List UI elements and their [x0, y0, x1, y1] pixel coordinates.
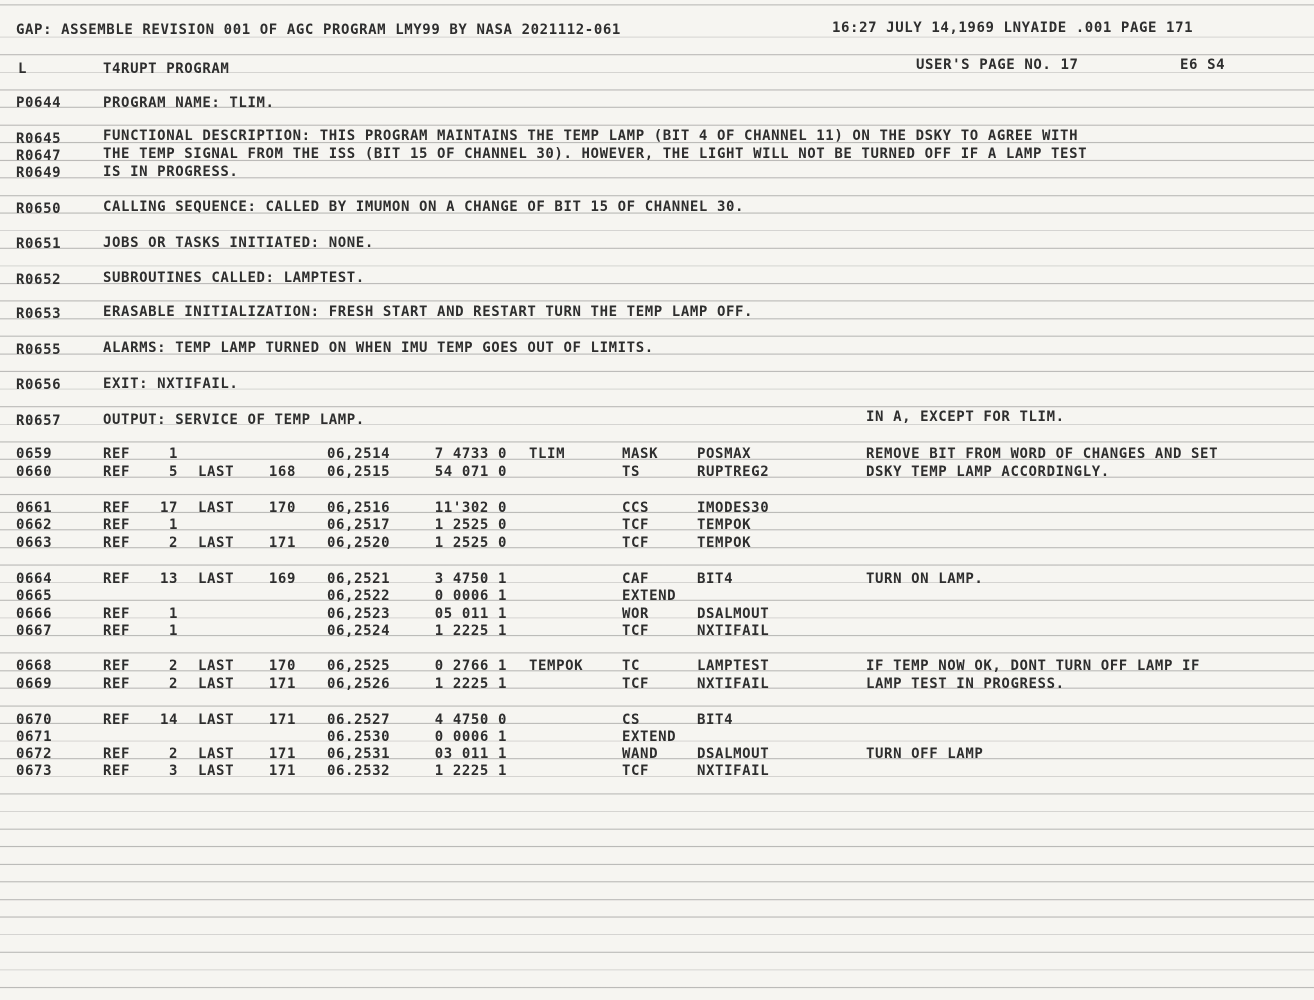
line-number: 0669 [16, 676, 53, 692]
last-number: 171 [268, 763, 296, 779]
ref-count: 17 [159, 500, 178, 516]
functional-description-line: THE TEMP SIGNAL FROM THE ISS (BIT 15 OF CHANNEL 30). HOWEVER, THE LIGHT WILL NOT BE TURNED OFF IF A LAMP TEST [103, 146, 1088, 162]
opcode: TC [622, 658, 641, 674]
line-number: R0655 [16, 342, 62, 358]
last-keyword: LAST [198, 464, 235, 480]
opcode: WAND [622, 746, 659, 762]
memory-address: 06,2525 [327, 658, 391, 674]
line-number: 0670 [16, 712, 53, 728]
octal-word: 05 011 1 [434, 606, 507, 622]
output: OUTPUT: SERVICE OF TEMP LAMP. [103, 412, 365, 428]
last-number: 169 [268, 571, 296, 587]
line-number: R0653 [16, 306, 62, 322]
line-number: 0662 [16, 517, 53, 533]
subroutines-called: SUBROUTINES CALLED: LAMPTEST. [103, 270, 365, 286]
octal-word: 3 4750 1 [434, 571, 507, 587]
memory-address: 06,2522 [327, 588, 391, 604]
output-comment: IN A, EXCEPT FOR TLIM. [866, 409, 1065, 425]
line-number: 0663 [16, 535, 53, 551]
ref-count: 2 [168, 746, 178, 762]
ref-keyword: REF [103, 763, 131, 779]
operand: DSALMOUT [697, 606, 770, 622]
last-number: 170 [268, 500, 296, 516]
octal-word: 0 2766 1 [434, 658, 507, 674]
line-number: 0667 [16, 623, 53, 639]
ref-keyword: REF [103, 517, 131, 533]
memory-address: 06,2516 [327, 500, 391, 516]
ref-keyword: REF [103, 464, 131, 480]
line-number: R0651 [16, 236, 62, 252]
operand: LAMPTEST [697, 658, 770, 674]
ref-keyword: REF [103, 500, 131, 516]
opcode: CS [622, 712, 641, 728]
symbol-label: TLIM [529, 446, 566, 462]
line-number: R0657 [16, 413, 62, 429]
line-number: R0649 [16, 165, 62, 181]
memory-address: 06.2532 [327, 763, 391, 779]
memory-address: 06.2527 [327, 712, 391, 728]
last-number: 168 [268, 464, 296, 480]
last-keyword: LAST [198, 763, 235, 779]
operand: BIT4 [697, 571, 734, 587]
opcode: TCF [622, 623, 650, 639]
operand: TEMPOK [697, 517, 752, 533]
line-number: P0644 [16, 95, 62, 111]
ref-count: 2 [168, 676, 178, 692]
last-keyword: LAST [198, 571, 235, 587]
header-timestamp-page: 16:27 JULY 14,1969 LNYAIDE .001 PAGE 171 [832, 20, 1194, 36]
functional-description-line: FUNCTIONAL DESCRIPTION: THIS PROGRAM MAINTAINS THE TEMP LAMP (BIT 4 OF CHANNEL 11) ON THE DSKY TO AGREE WITH [103, 128, 1079, 144]
code-comment: TURN OFF LAMP [866, 746, 984, 762]
ref-count: 1 [168, 517, 178, 533]
last-number: 171 [268, 712, 296, 728]
operand: NXTIFAIL [697, 676, 770, 692]
octal-word: 1 2225 1 [434, 676, 507, 692]
operand: NXTIFAIL [697, 623, 770, 639]
line-number: 0666 [16, 606, 53, 622]
line-number: R0652 [16, 272, 62, 288]
operand: IMODES30 [697, 500, 770, 516]
ref-keyword: REF [103, 623, 131, 639]
opcode: WOR [622, 606, 650, 622]
memory-address: 06,2523 [327, 606, 391, 622]
ref-count: 1 [168, 606, 178, 622]
ref-count: 5 [168, 464, 178, 480]
memory-address: 06,2526 [327, 676, 391, 692]
code-comment: DSKY TEMP LAMP ACCORDINGLY. [866, 464, 1110, 480]
calling-sequence: CALLING SEQUENCE: CALLED BY IMUMON ON A CHANGE OF BIT 15 OF CHANNEL 30. [103, 199, 745, 215]
exit: EXIT: NXTIFAIL. [103, 376, 239, 392]
last-keyword: LAST [198, 712, 235, 728]
ref-keyword: REF [103, 535, 131, 551]
ref-keyword: REF [103, 746, 131, 762]
ref-count: 2 [168, 535, 178, 551]
ref-count: 1 [168, 446, 178, 462]
line-number: R0645 [16, 131, 62, 147]
last-keyword: LAST [198, 535, 235, 551]
ref-count: 3 [168, 763, 178, 779]
line-number: 0668 [16, 658, 53, 674]
octal-word: 1 2225 1 [434, 623, 507, 639]
ref-keyword: REF [103, 676, 131, 692]
last-number: 171 [268, 676, 296, 692]
ref-count: 2 [168, 658, 178, 674]
users-page-number: USER'S PAGE NO. 17 [916, 57, 1079, 73]
memory-address: 06.2530 [327, 729, 391, 745]
line-number: 0661 [16, 500, 53, 516]
line-number: 0660 [16, 464, 53, 480]
last-number: 170 [268, 658, 296, 674]
code-comment: TURN ON LAMP. [866, 571, 984, 587]
page-code: E6 S4 [1180, 57, 1226, 73]
opcode: MASK [622, 446, 659, 462]
octal-word: 4 4750 0 [434, 712, 507, 728]
last-number: 171 [268, 535, 296, 551]
ref-keyword: REF [103, 571, 131, 587]
header-assembly-info: GAP: ASSEMBLE REVISION 001 OF AGC PROGRAM LMY99 BY NASA 2021112-061 [16, 22, 621, 38]
operand: NXTIFAIL [697, 763, 770, 779]
code-comment: LAMP TEST IN PROGRESS. [866, 676, 1065, 692]
last-keyword: LAST [198, 676, 235, 692]
octal-word: 0 0006 1 [434, 729, 507, 745]
program-name: PROGRAM NAME: TLIM. [103, 95, 275, 111]
ref-keyword: REF [103, 446, 131, 462]
opcode: TCF [622, 517, 650, 533]
memory-address: 06,2531 [327, 746, 391, 762]
ref-keyword: REF [103, 712, 131, 728]
opcode: CAF [622, 571, 650, 587]
opcode: CCS [622, 500, 650, 516]
line-number: 0664 [16, 571, 53, 587]
line-number: 0665 [16, 588, 53, 604]
operand: POSMAX [697, 446, 752, 462]
octal-word: 1 2525 0 [434, 535, 507, 551]
octal-word: 1 2225 1 [434, 763, 507, 779]
section-title: T4RUPT PROGRAM [103, 61, 230, 77]
memory-address: 06,2520 [327, 535, 391, 551]
memory-address: 06,2517 [327, 517, 391, 533]
erasable-initialization: ERASABLE INITIALIZATION: FRESH START AND RESTART TURN THE TEMP LAMP OFF. [103, 304, 754, 320]
functional-description-line: IS IN PROGRESS. [103, 164, 239, 180]
opcode: TCF [622, 763, 650, 779]
octal-word: 0 0006 1 [434, 588, 507, 604]
memory-address: 06,2515 [327, 464, 391, 480]
ref-keyword: REF [103, 606, 131, 622]
octal-word: 54 071 0 [434, 464, 507, 480]
symbol-label: TEMPOK [529, 658, 584, 674]
ref-count: 14 [159, 712, 178, 728]
operand: BIT4 [697, 712, 734, 728]
line-number: 0671 [16, 729, 53, 745]
code-comment: REMOVE BIT FROM WORD OF CHANGES AND SET [866, 446, 1219, 462]
opcode: TS [622, 464, 641, 480]
memory-address: 06,2514 [327, 446, 391, 462]
opcode: TCF [622, 535, 650, 551]
line-number: R0647 [16, 148, 62, 164]
line-number: 0673 [16, 763, 53, 779]
operand: RUPTREG2 [697, 464, 770, 480]
ref-count: 1 [168, 623, 178, 639]
octal-word: 11'302 0 [434, 500, 507, 516]
line-number: R0656 [16, 377, 62, 393]
octal-word: 1 2525 0 [434, 517, 507, 533]
last-keyword: LAST [198, 500, 235, 516]
code-comment: IF TEMP NOW OK, DONT TURN OFF LAMP IF [866, 658, 1201, 674]
jobs-initiated: JOBS OR TASKS INITIATED: NONE. [103, 235, 374, 251]
operand: DSALMOUT [697, 746, 770, 762]
memory-address: 06,2524 [327, 623, 391, 639]
ref-keyword: REF [103, 658, 131, 674]
operand: TEMPOK [697, 535, 752, 551]
opcode: TCF [622, 676, 650, 692]
last-keyword: LAST [198, 658, 235, 674]
opcode: EXTEND [622, 588, 677, 604]
ref-count: 13 [159, 571, 178, 587]
last-keyword: LAST [198, 746, 235, 762]
opcode: EXTEND [622, 729, 677, 745]
octal-word: 7 4733 0 [434, 446, 507, 462]
line-number: 0659 [16, 446, 53, 462]
line-number: 0672 [16, 746, 53, 762]
memory-address: 06,2521 [327, 571, 391, 587]
section-marker: L [18, 61, 28, 77]
line-number: R0650 [16, 201, 62, 217]
alarms: ALARMS: TEMP LAMP TURNED ON WHEN IMU TEMP GOES OUT OF LIMITS. [103, 340, 654, 356]
octal-word: 03 011 1 [434, 746, 507, 762]
last-number: 171 [268, 746, 296, 762]
